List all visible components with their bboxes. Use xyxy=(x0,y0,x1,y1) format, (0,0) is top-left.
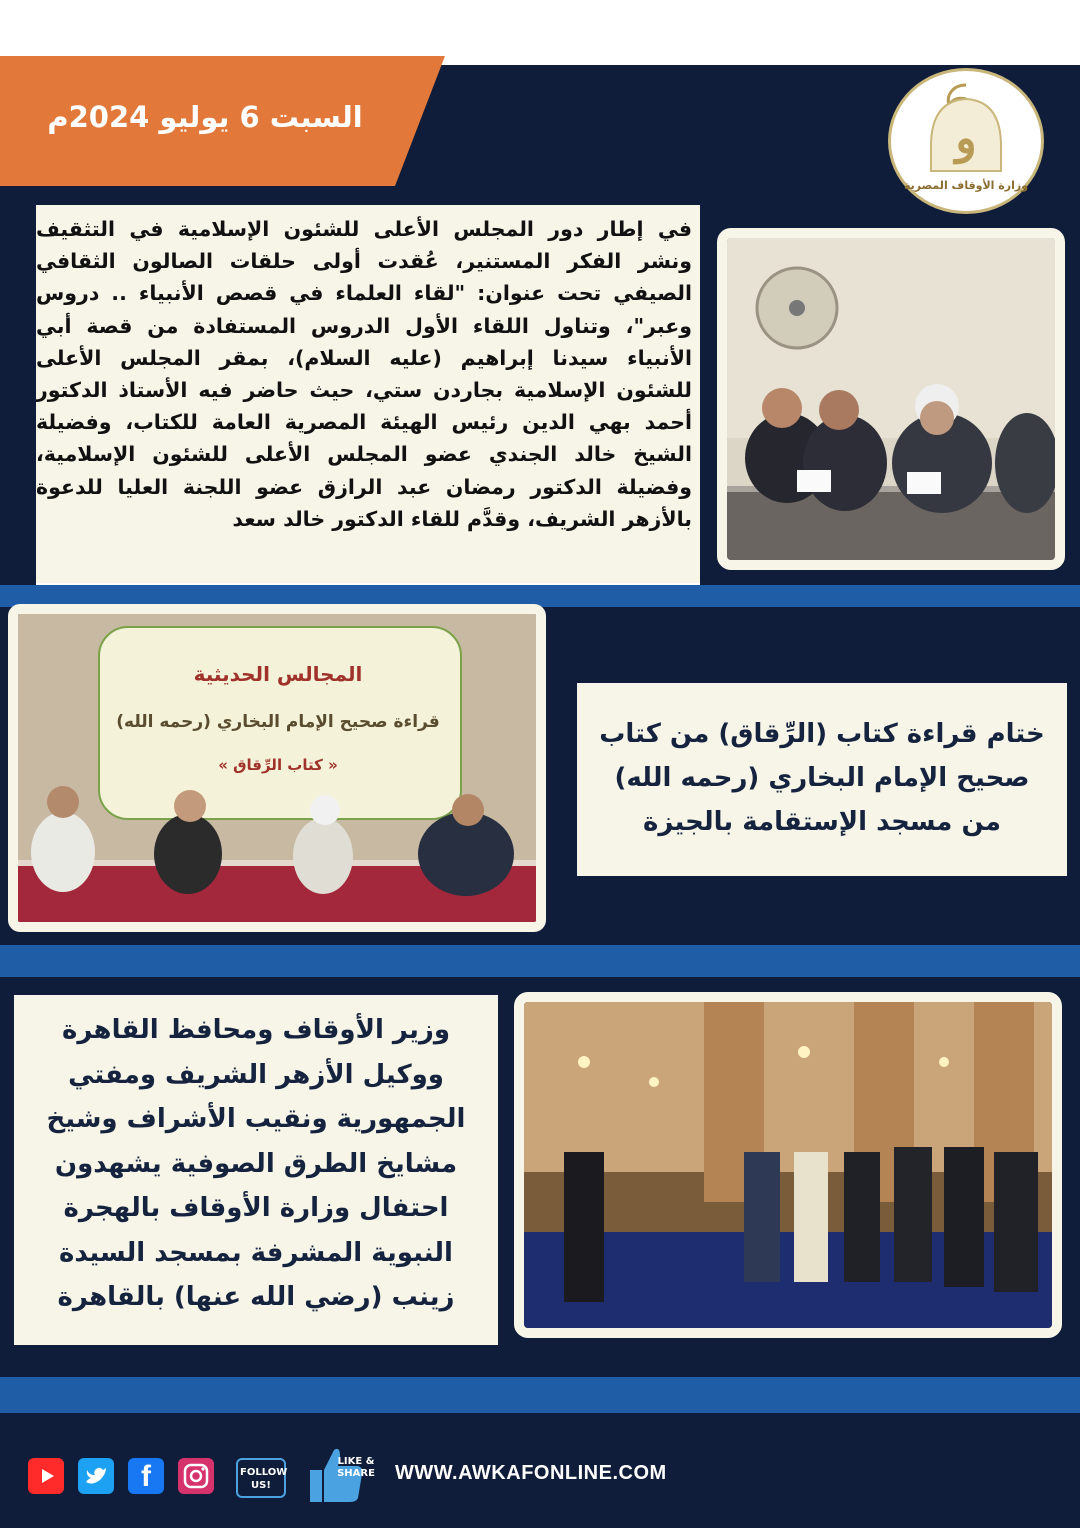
youtube-icon[interactable] xyxy=(28,1458,64,1494)
website-link[interactable]: WWW.AWKAFONLINE.COM xyxy=(395,1462,667,1484)
divider-band-3 xyxy=(0,1377,1080,1413)
story2-text: ختام قراءة كتاب (الرِّقاق) من كتاب صحيح الإمام البخاري (رحمه الله) من مسجد الإستقامة بالجيزة xyxy=(599,719,1045,837)
facebook-icon[interactable]: f xyxy=(128,1458,164,1494)
date-text: السبت 6 يوليو 2024م xyxy=(47,100,363,134)
story2-photo xyxy=(8,604,546,932)
twitter-icon[interactable] xyxy=(78,1458,114,1494)
logo-text: وزارة الأوقاف المصرية xyxy=(903,179,1029,192)
banner-title: المجالس الحديثية xyxy=(193,662,363,686)
story1-text: في إطار دور المجلس الأعلى للشئون الإسلامية في التثقيف ونشر الفكر المستنير، عُقدت أولى حلقات الصالون الثقافي الصيفي تحت عنوان: "لقاء العلماء في قصص الأنبياء .. دروس وعبر"، وتناول اللقاء الأول الدروس المستفادة من قصة أبي الأنبياء سيدنا إبراهيم (عليه السلام)، بمقر المجلس الأعلى للشئون الإسلامية بجاردن ستي، حيث حاضر فيه الأستاذ الدكتور أحمد بهي الدين رئيس الهيئة المصرية العامة للكتاب، وفضيلة الشيخ خالد الجندي عضو المجلس الأعلى للشئون الإسلامية، وفضيلة الدكتور رمضان عبد الرازق عضو اللجنة العليا للدعوة بالأزهر الشريف، وقدَّم للقاء الدكتور خالد سعد xyxy=(36,217,692,531)
banner-sub: « كتاب الرِّقاق » xyxy=(218,756,338,774)
like-share-text: LIKE & SHARE xyxy=(337,1456,375,1479)
banner-line: قراءة صحيح الإمام البخاري (رحمه الله) xyxy=(116,712,440,732)
svg-text:و: و xyxy=(955,113,977,164)
story3-text: وزير الأوقاف ومحافظ القاهرة ووكيل الأزهر الشريف ومفتي الجمهورية ونقيب الأشراف وشيخ مشايخ الطرق الصوفية يشهدون احتفال وزارة الأوقاف بالهجرة النبوية المشرفة بمسجد السيدة زينب (رضي الله عنها) بالقاهرة xyxy=(46,1015,466,1312)
follow-us-text: FOLLOW US! xyxy=(240,1467,288,1491)
story1-left-bg xyxy=(0,215,36,585)
divider-band-2 xyxy=(0,945,1080,977)
ministry-logo xyxy=(888,68,1044,214)
follow-us-badge[interactable] xyxy=(236,1458,286,1498)
story1-photo xyxy=(717,228,1065,570)
like-share-badge[interactable] xyxy=(306,1442,376,1506)
instagram-icon[interactable] xyxy=(178,1458,214,1494)
story3-photo xyxy=(514,992,1062,1338)
